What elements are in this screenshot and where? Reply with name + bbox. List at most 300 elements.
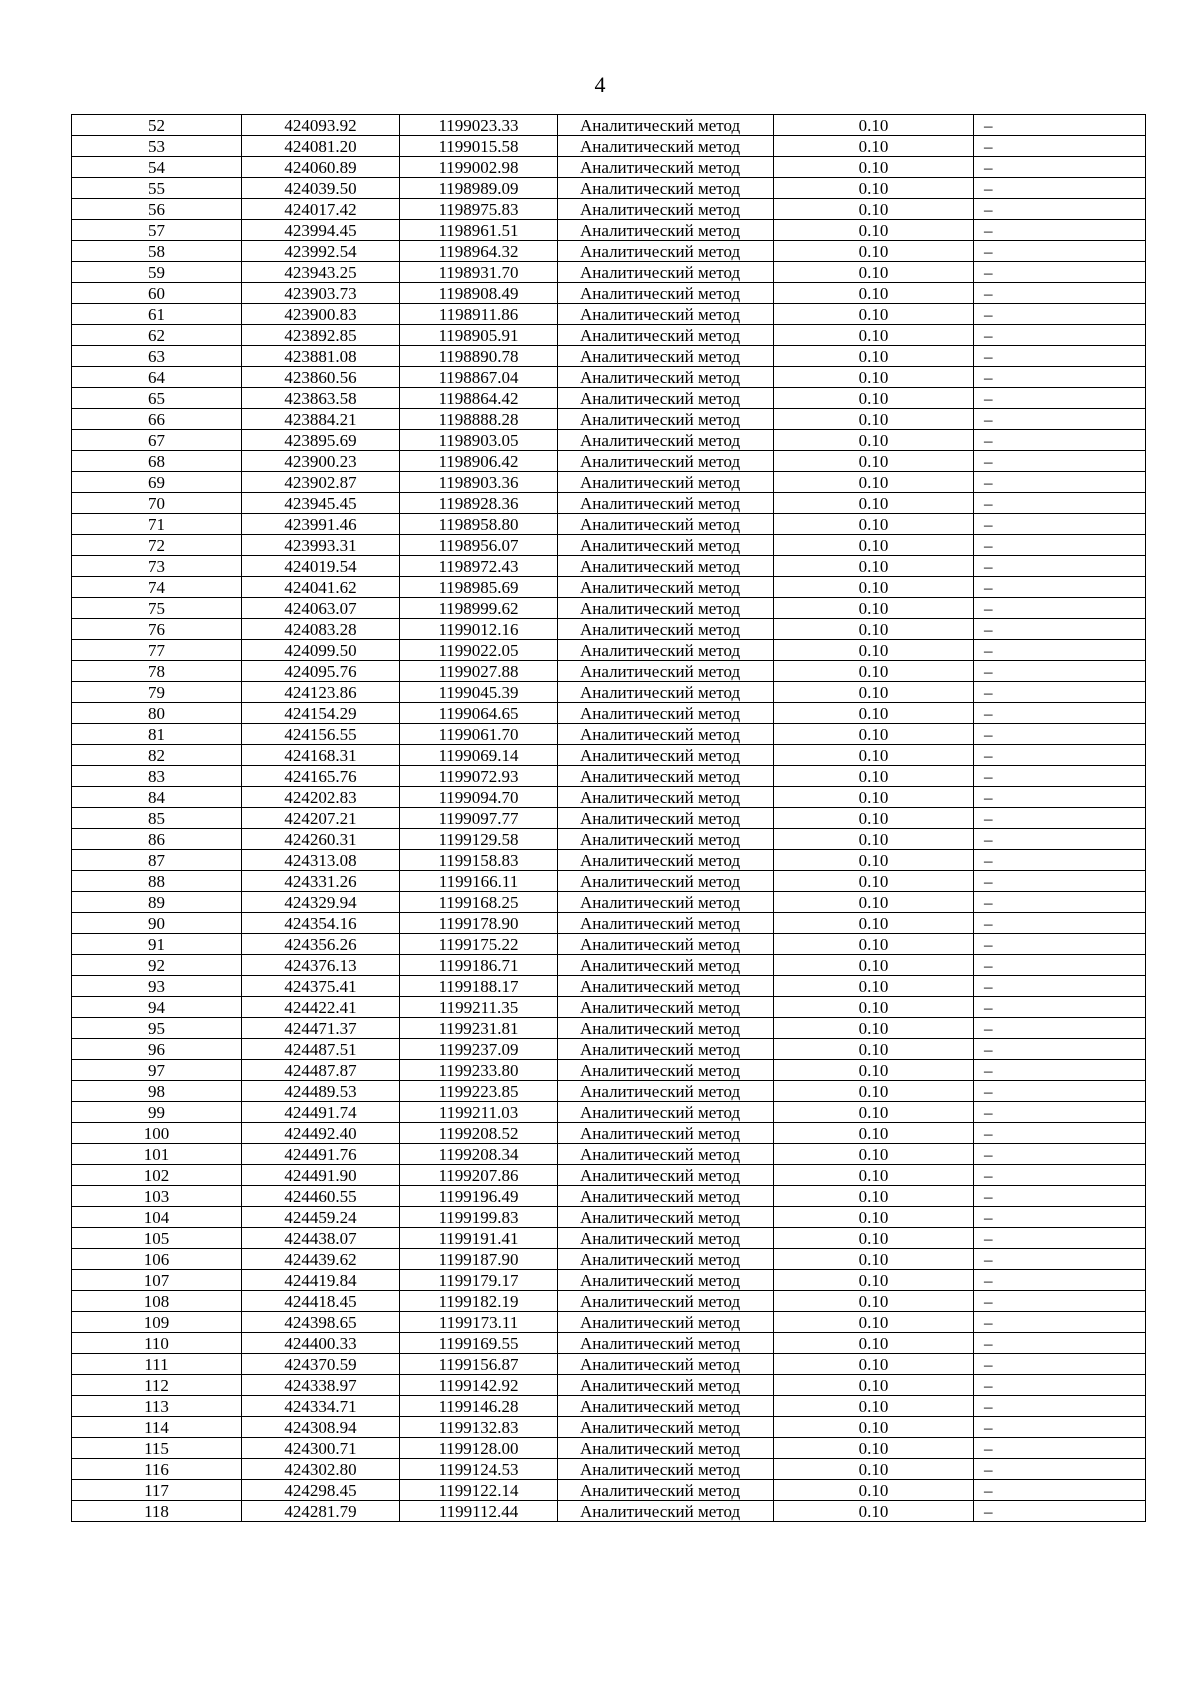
y-coordinate-cell: 1199132.83 xyxy=(400,1417,558,1438)
method-cell: Аналитический метод xyxy=(558,703,774,724)
accuracy-cell: 0.10 xyxy=(774,1018,974,1039)
method-cell: Аналитический метод xyxy=(558,577,774,598)
method-cell: Аналитический метод xyxy=(558,1081,774,1102)
x-coordinate-cell: 424487.51 xyxy=(242,1039,400,1060)
y-coordinate-cell: 1199072.93 xyxy=(400,766,558,787)
method-cell: Аналитический метод xyxy=(558,1123,774,1144)
table-row xyxy=(72,451,1146,472)
description-cell: – xyxy=(974,1375,1146,1396)
x-coordinate-cell: 424093.92 xyxy=(242,115,400,136)
table-row xyxy=(72,598,1146,619)
y-coordinate-cell: 1199196.49 xyxy=(400,1186,558,1207)
method-cell: Аналитический метод xyxy=(558,1396,774,1417)
point-number-cell: 88 xyxy=(72,871,242,892)
point-number-cell: 114 xyxy=(72,1417,242,1438)
y-coordinate-cell: 1198888.28 xyxy=(400,409,558,430)
point-number-cell: 76 xyxy=(72,619,242,640)
accuracy-cell: 0.10 xyxy=(774,388,974,409)
description-cell: – xyxy=(974,1207,1146,1228)
accuracy-cell: 0.10 xyxy=(774,703,974,724)
y-coordinate-cell: 1199168.25 xyxy=(400,892,558,913)
accuracy-cell: 0.10 xyxy=(774,535,974,556)
x-coordinate-cell: 424375.41 xyxy=(242,976,400,997)
x-coordinate-cell: 424492.40 xyxy=(242,1123,400,1144)
table-row xyxy=(72,1228,1146,1249)
description-cell: – xyxy=(974,934,1146,955)
accuracy-cell: 0.10 xyxy=(774,451,974,472)
description-cell: – xyxy=(974,1312,1146,1333)
point-number-cell: 81 xyxy=(72,724,242,745)
point-number-cell: 113 xyxy=(72,1396,242,1417)
y-coordinate-cell: 1198890.78 xyxy=(400,346,558,367)
point-number-cell: 109 xyxy=(72,1312,242,1333)
x-coordinate-cell: 424460.55 xyxy=(242,1186,400,1207)
description-cell: – xyxy=(974,703,1146,724)
table-row xyxy=(72,1459,1146,1480)
accuracy-cell: 0.10 xyxy=(774,430,974,451)
table-row xyxy=(72,1102,1146,1123)
point-number-cell: 60 xyxy=(72,283,242,304)
table-row xyxy=(72,745,1146,766)
accuracy-cell: 0.10 xyxy=(774,808,974,829)
accuracy-cell: 0.10 xyxy=(774,1165,974,1186)
table-row xyxy=(72,136,1146,157)
x-coordinate-cell: 424207.21 xyxy=(242,808,400,829)
accuracy-cell: 0.10 xyxy=(774,1081,974,1102)
accuracy-cell: 0.10 xyxy=(774,682,974,703)
description-cell: – xyxy=(974,661,1146,682)
x-coordinate-cell: 424041.62 xyxy=(242,577,400,598)
description-cell: – xyxy=(974,178,1146,199)
y-coordinate-cell: 1199237.09 xyxy=(400,1039,558,1060)
accuracy-cell: 0.10 xyxy=(774,1060,974,1081)
x-coordinate-cell: 424400.33 xyxy=(242,1333,400,1354)
description-cell: – xyxy=(974,1270,1146,1291)
method-cell: Аналитический метод xyxy=(558,892,774,913)
point-number-cell: 90 xyxy=(72,913,242,934)
x-coordinate-cell: 423900.23 xyxy=(242,451,400,472)
x-coordinate-cell: 424329.94 xyxy=(242,892,400,913)
method-cell: Аналитический метод xyxy=(558,514,774,535)
table-row xyxy=(72,1249,1146,1270)
point-number-cell: 79 xyxy=(72,682,242,703)
method-cell: Аналитический метод xyxy=(558,1165,774,1186)
table-row xyxy=(72,1438,1146,1459)
method-cell: Аналитический метод xyxy=(558,388,774,409)
point-number-cell: 57 xyxy=(72,220,242,241)
accuracy-cell: 0.10 xyxy=(774,871,974,892)
y-coordinate-cell: 1199112.44 xyxy=(400,1501,558,1522)
accuracy-cell: 0.10 xyxy=(774,745,974,766)
accuracy-cell: 0.10 xyxy=(774,1228,974,1249)
x-coordinate-cell: 424354.16 xyxy=(242,913,400,934)
coordinates-table-body xyxy=(72,115,1146,1522)
point-number-cell: 104 xyxy=(72,1207,242,1228)
table-row xyxy=(72,220,1146,241)
method-cell: Аналитический метод xyxy=(558,556,774,577)
accuracy-cell: 0.10 xyxy=(774,493,974,514)
accuracy-cell: 0.10 xyxy=(774,829,974,850)
description-cell: – xyxy=(974,409,1146,430)
y-coordinate-cell: 1199142.92 xyxy=(400,1375,558,1396)
y-coordinate-cell: 1199179.17 xyxy=(400,1270,558,1291)
description-cell: – xyxy=(974,913,1146,934)
point-number-cell: 52 xyxy=(72,115,242,136)
x-coordinate-cell: 424491.76 xyxy=(242,1144,400,1165)
point-number-cell: 69 xyxy=(72,472,242,493)
y-coordinate-cell: 1198906.42 xyxy=(400,451,558,472)
table-row xyxy=(72,1375,1146,1396)
table-row xyxy=(72,997,1146,1018)
method-cell: Аналитический метод xyxy=(558,1186,774,1207)
table-row xyxy=(72,1480,1146,1501)
description-cell: – xyxy=(974,1144,1146,1165)
method-cell: Аналитический метод xyxy=(558,157,774,178)
table-row xyxy=(72,829,1146,850)
y-coordinate-cell: 1198908.49 xyxy=(400,283,558,304)
description-cell: – xyxy=(974,997,1146,1018)
x-coordinate-cell: 424165.76 xyxy=(242,766,400,787)
accuracy-cell: 0.10 xyxy=(774,178,974,199)
method-cell: Аналитический метод xyxy=(558,178,774,199)
description-cell: – xyxy=(974,535,1146,556)
y-coordinate-cell: 1199128.00 xyxy=(400,1438,558,1459)
x-coordinate-cell: 423991.46 xyxy=(242,514,400,535)
point-number-cell: 63 xyxy=(72,346,242,367)
description-cell: – xyxy=(974,136,1146,157)
x-coordinate-cell: 424439.62 xyxy=(242,1249,400,1270)
y-coordinate-cell: 1199146.28 xyxy=(400,1396,558,1417)
method-cell: Аналитический метод xyxy=(558,1144,774,1165)
method-cell: Аналитический метод xyxy=(558,241,774,262)
y-coordinate-cell: 1199158.83 xyxy=(400,850,558,871)
point-number-cell: 59 xyxy=(72,262,242,283)
x-coordinate-cell: 424081.20 xyxy=(242,136,400,157)
description-cell: – xyxy=(974,1123,1146,1144)
method-cell: Аналитический метод xyxy=(558,1039,774,1060)
y-coordinate-cell: 1199094.70 xyxy=(400,787,558,808)
method-cell: Аналитический метод xyxy=(558,1291,774,1312)
y-coordinate-cell: 1198911.86 xyxy=(400,304,558,325)
x-coordinate-cell: 423993.31 xyxy=(242,535,400,556)
point-number-cell: 67 xyxy=(72,430,242,451)
x-coordinate-cell: 424471.37 xyxy=(242,1018,400,1039)
description-cell: – xyxy=(974,325,1146,346)
y-coordinate-cell: 1199231.81 xyxy=(400,1018,558,1039)
accuracy-cell: 0.10 xyxy=(774,661,974,682)
point-number-cell: 61 xyxy=(72,304,242,325)
table-row xyxy=(72,1207,1146,1228)
point-number-cell: 87 xyxy=(72,850,242,871)
table-row xyxy=(72,409,1146,430)
table-row xyxy=(72,556,1146,577)
y-coordinate-cell: 1199022.05 xyxy=(400,640,558,661)
method-cell: Аналитический метод xyxy=(558,598,774,619)
accuracy-cell: 0.10 xyxy=(774,619,974,640)
y-coordinate-cell: 1199233.80 xyxy=(400,1060,558,1081)
table-row xyxy=(72,430,1146,451)
point-number-cell: 115 xyxy=(72,1438,242,1459)
point-number-cell: 58 xyxy=(72,241,242,262)
description-cell: – xyxy=(974,1186,1146,1207)
table-row xyxy=(72,1018,1146,1039)
table-row xyxy=(72,262,1146,283)
description-cell: – xyxy=(974,346,1146,367)
coordinates-table xyxy=(71,114,1146,1522)
point-number-cell: 70 xyxy=(72,493,242,514)
table-row xyxy=(72,955,1146,976)
method-cell: Аналитический метод xyxy=(558,682,774,703)
accuracy-cell: 0.10 xyxy=(774,241,974,262)
table-row xyxy=(72,577,1146,598)
point-number-cell: 101 xyxy=(72,1144,242,1165)
method-cell: Аналитический метод xyxy=(558,262,774,283)
method-cell: Аналитический метод xyxy=(558,1228,774,1249)
description-cell: – xyxy=(974,451,1146,472)
x-coordinate-cell: 424019.54 xyxy=(242,556,400,577)
point-number-cell: 86 xyxy=(72,829,242,850)
method-cell: Аналитический метод xyxy=(558,535,774,556)
table-row xyxy=(72,808,1146,829)
y-coordinate-cell: 1199208.34 xyxy=(400,1144,558,1165)
y-coordinate-cell: 1199208.52 xyxy=(400,1123,558,1144)
accuracy-cell: 0.10 xyxy=(774,934,974,955)
y-coordinate-cell: 1199187.90 xyxy=(400,1249,558,1270)
accuracy-cell: 0.10 xyxy=(774,787,974,808)
point-number-cell: 65 xyxy=(72,388,242,409)
table-row xyxy=(72,325,1146,346)
x-coordinate-cell: 424202.83 xyxy=(242,787,400,808)
description-cell: – xyxy=(974,1459,1146,1480)
point-number-cell: 68 xyxy=(72,451,242,472)
accuracy-cell: 0.10 xyxy=(774,577,974,598)
x-coordinate-cell: 423945.45 xyxy=(242,493,400,514)
table-row xyxy=(72,934,1146,955)
method-cell: Аналитический метод xyxy=(558,367,774,388)
accuracy-cell: 0.10 xyxy=(774,1207,974,1228)
y-coordinate-cell: 1198931.70 xyxy=(400,262,558,283)
point-number-cell: 62 xyxy=(72,325,242,346)
x-coordinate-cell: 424154.29 xyxy=(242,703,400,724)
x-coordinate-cell: 423992.54 xyxy=(242,241,400,262)
method-cell: Аналитический метод xyxy=(558,976,774,997)
method-cell: Аналитический метод xyxy=(558,430,774,451)
table-row xyxy=(72,703,1146,724)
description-cell: – xyxy=(974,682,1146,703)
point-number-cell: 100 xyxy=(72,1123,242,1144)
table-row xyxy=(72,871,1146,892)
table-row xyxy=(72,766,1146,787)
y-coordinate-cell: 1199178.90 xyxy=(400,913,558,934)
description-cell: – xyxy=(974,556,1146,577)
point-number-cell: 102 xyxy=(72,1165,242,1186)
y-coordinate-cell: 1199064.65 xyxy=(400,703,558,724)
x-coordinate-cell: 424491.74 xyxy=(242,1102,400,1123)
x-coordinate-cell: 423860.56 xyxy=(242,367,400,388)
y-coordinate-cell: 1199129.58 xyxy=(400,829,558,850)
accuracy-cell: 0.10 xyxy=(774,199,974,220)
page-number: 4 xyxy=(594,72,606,97)
x-coordinate-cell: 423903.73 xyxy=(242,283,400,304)
x-coordinate-cell: 424308.94 xyxy=(242,1417,400,1438)
y-coordinate-cell: 1198905.91 xyxy=(400,325,558,346)
point-number-cell: 89 xyxy=(72,892,242,913)
y-coordinate-cell: 1199191.41 xyxy=(400,1228,558,1249)
table-row xyxy=(72,724,1146,745)
x-coordinate-cell: 424060.89 xyxy=(242,157,400,178)
accuracy-cell: 0.10 xyxy=(774,514,974,535)
accuracy-cell: 0.10 xyxy=(774,1039,974,1060)
method-cell: Аналитический метод xyxy=(558,472,774,493)
table-row xyxy=(72,1396,1146,1417)
table-row xyxy=(72,976,1146,997)
y-coordinate-cell: 1199002.98 xyxy=(400,157,558,178)
method-cell: Аналитический метод xyxy=(558,934,774,955)
x-coordinate-cell: 424487.87 xyxy=(242,1060,400,1081)
description-cell: – xyxy=(974,955,1146,976)
description-cell: – xyxy=(974,199,1146,220)
accuracy-cell: 0.10 xyxy=(774,724,974,745)
table-row xyxy=(72,619,1146,640)
accuracy-cell: 0.10 xyxy=(774,346,974,367)
description-cell: – xyxy=(974,619,1146,640)
description-cell: – xyxy=(974,976,1146,997)
table-row xyxy=(72,1270,1146,1291)
method-cell: Аналитический метод xyxy=(558,661,774,682)
method-cell: Аналитический метод xyxy=(558,1501,774,1522)
x-coordinate-cell: 424099.50 xyxy=(242,640,400,661)
description-cell: – xyxy=(974,514,1146,535)
accuracy-cell: 0.10 xyxy=(774,997,974,1018)
accuracy-cell: 0.10 xyxy=(774,1123,974,1144)
table-row xyxy=(72,1354,1146,1375)
method-cell: Аналитический метод xyxy=(558,619,774,640)
x-coordinate-cell: 424017.42 xyxy=(242,199,400,220)
description-cell: – xyxy=(974,220,1146,241)
accuracy-cell: 0.10 xyxy=(774,136,974,157)
method-cell: Аналитический метод xyxy=(558,997,774,1018)
accuracy-cell: 0.10 xyxy=(774,1417,974,1438)
accuracy-cell: 0.10 xyxy=(774,220,974,241)
table-row xyxy=(72,304,1146,325)
table-row xyxy=(72,241,1146,262)
description-cell: – xyxy=(974,745,1146,766)
method-cell: Аналитический метод xyxy=(558,283,774,304)
description-cell: – xyxy=(974,1396,1146,1417)
y-coordinate-cell: 1198975.83 xyxy=(400,199,558,220)
method-cell: Аналитический метод xyxy=(558,1438,774,1459)
point-number-cell: 84 xyxy=(72,787,242,808)
description-cell: – xyxy=(974,1039,1146,1060)
accuracy-cell: 0.10 xyxy=(774,1249,974,1270)
method-cell: Аналитический метод xyxy=(558,136,774,157)
table-row xyxy=(72,493,1146,514)
point-number-cell: 56 xyxy=(72,199,242,220)
method-cell: Аналитический метод xyxy=(558,346,774,367)
y-coordinate-cell: 1199211.03 xyxy=(400,1102,558,1123)
table-row xyxy=(72,1123,1146,1144)
description-cell: – xyxy=(974,304,1146,325)
method-cell: Аналитический метод xyxy=(558,829,774,850)
y-coordinate-cell: 1198864.42 xyxy=(400,388,558,409)
accuracy-cell: 0.10 xyxy=(774,1375,974,1396)
accuracy-cell: 0.10 xyxy=(774,283,974,304)
x-coordinate-cell: 424083.28 xyxy=(242,619,400,640)
table-row xyxy=(72,1144,1146,1165)
description-cell: – xyxy=(974,808,1146,829)
description-cell: – xyxy=(974,871,1146,892)
method-cell: Аналитический метод xyxy=(558,304,774,325)
x-coordinate-cell: 424334.71 xyxy=(242,1396,400,1417)
accuracy-cell: 0.10 xyxy=(774,1396,974,1417)
description-cell: – xyxy=(974,1333,1146,1354)
accuracy-cell: 0.10 xyxy=(774,892,974,913)
method-cell: Аналитический метод xyxy=(558,1333,774,1354)
table-row xyxy=(72,346,1146,367)
table-row xyxy=(72,115,1146,136)
y-coordinate-cell: 1199182.19 xyxy=(400,1291,558,1312)
y-coordinate-cell: 1198989.09 xyxy=(400,178,558,199)
x-coordinate-cell: 424156.55 xyxy=(242,724,400,745)
description-cell: – xyxy=(974,892,1146,913)
x-coordinate-cell: 424418.45 xyxy=(242,1291,400,1312)
method-cell: Аналитический метод xyxy=(558,1375,774,1396)
point-number-cell: 66 xyxy=(72,409,242,430)
point-number-cell: 99 xyxy=(72,1102,242,1123)
description-cell: – xyxy=(974,598,1146,619)
point-number-cell: 97 xyxy=(72,1060,242,1081)
x-coordinate-cell: 424039.50 xyxy=(242,178,400,199)
point-number-cell: 118 xyxy=(72,1501,242,1522)
x-coordinate-cell: 424260.31 xyxy=(242,829,400,850)
x-coordinate-cell: 423892.85 xyxy=(242,325,400,346)
table-row xyxy=(72,1039,1146,1060)
method-cell: Аналитический метод xyxy=(558,199,774,220)
accuracy-cell: 0.10 xyxy=(774,367,974,388)
method-cell: Аналитический метод xyxy=(558,640,774,661)
accuracy-cell: 0.10 xyxy=(774,262,974,283)
x-coordinate-cell: 424438.07 xyxy=(242,1228,400,1249)
method-cell: Аналитический метод xyxy=(558,1060,774,1081)
x-coordinate-cell: 423881.08 xyxy=(242,346,400,367)
x-coordinate-cell: 424300.71 xyxy=(242,1438,400,1459)
accuracy-cell: 0.10 xyxy=(774,1354,974,1375)
description-cell: – xyxy=(974,829,1146,850)
accuracy-cell: 0.10 xyxy=(774,1312,974,1333)
y-coordinate-cell: 1199186.71 xyxy=(400,955,558,976)
y-coordinate-cell: 1199223.85 xyxy=(400,1081,558,1102)
y-coordinate-cell: 1198985.69 xyxy=(400,577,558,598)
method-cell: Аналитический метод xyxy=(558,871,774,892)
method-cell: Аналитический метод xyxy=(558,1480,774,1501)
point-number-cell: 94 xyxy=(72,997,242,1018)
y-coordinate-cell: 1198972.43 xyxy=(400,556,558,577)
point-number-cell: 112 xyxy=(72,1375,242,1396)
table-row xyxy=(72,199,1146,220)
description-cell: – xyxy=(974,1081,1146,1102)
x-coordinate-cell: 424356.26 xyxy=(242,934,400,955)
table-row xyxy=(72,1081,1146,1102)
table-row xyxy=(72,472,1146,493)
accuracy-cell: 0.10 xyxy=(774,115,974,136)
y-coordinate-cell: 1199015.58 xyxy=(400,136,558,157)
table-row xyxy=(72,1165,1146,1186)
y-coordinate-cell: 1198928.36 xyxy=(400,493,558,514)
accuracy-cell: 0.10 xyxy=(774,1102,974,1123)
x-coordinate-cell: 423863.58 xyxy=(242,388,400,409)
table-row xyxy=(72,1333,1146,1354)
y-coordinate-cell: 1199012.16 xyxy=(400,619,558,640)
